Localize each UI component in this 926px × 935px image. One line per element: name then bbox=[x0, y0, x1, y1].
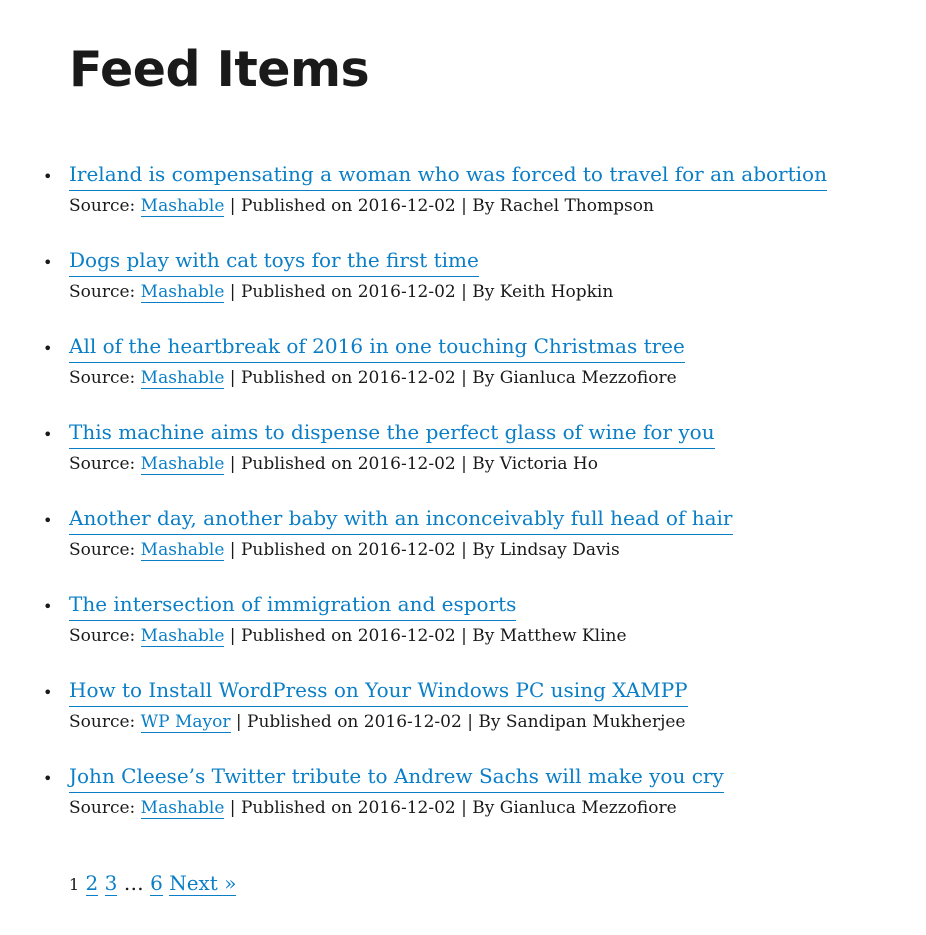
author-label: | By bbox=[455, 798, 500, 818]
author-label: | By bbox=[455, 196, 500, 216]
feed-item bbox=[0, 244, 827, 330]
feed-item-source-link[interactable]: Mashable bbox=[140, 368, 225, 388]
feed-item-meta bbox=[69, 621, 827, 651]
feed-item-source-link[interactable]: Mashable bbox=[140, 282, 225, 302]
feed-item-date: 2016-12-02 bbox=[357, 798, 456, 818]
feed-item-source-link[interactable]: Mashable bbox=[140, 540, 225, 560]
source-label: Source: bbox=[69, 368, 141, 388]
source-label: Source: bbox=[69, 712, 141, 732]
published-label: | Published on bbox=[224, 540, 358, 560]
published-label: | Published on bbox=[224, 798, 358, 818]
bullet-icon: • bbox=[43, 253, 53, 272]
published-label: | Published on bbox=[224, 368, 358, 388]
source-label: Source: bbox=[69, 540, 141, 560]
feed-item-date: 2016-12-02 bbox=[363, 712, 462, 732]
feed-item-date: 2016-12-02 bbox=[357, 454, 456, 474]
feed-item-author: Rachel Thompson bbox=[499, 196, 654, 216]
feed-item bbox=[0, 674, 827, 760]
feed-item-meta bbox=[69, 191, 827, 221]
feed-item-date: 2016-12-02 bbox=[357, 540, 456, 560]
author-label: | By bbox=[455, 540, 500, 560]
feed-item bbox=[0, 158, 827, 244]
feed-item-meta bbox=[69, 707, 827, 737]
feed-item-meta bbox=[69, 363, 827, 393]
feed-item-author: Victoria Ho bbox=[499, 454, 598, 474]
bullet-icon: • bbox=[43, 597, 53, 616]
source-label: Source: bbox=[69, 454, 141, 474]
feed-item-title-link[interactable]: This machine aims to dispense the perfect glass of wine for you bbox=[69, 416, 715, 449]
feed-item-author: Keith Hopkin bbox=[499, 282, 614, 302]
feed-item-title-link[interactable]: The intersection of immigration and esports bbox=[69, 588, 516, 621]
author-label: | By bbox=[455, 368, 500, 388]
feed-item-author: Sandipan Mukherjee bbox=[505, 712, 686, 732]
feed-item-title-link[interactable]: All of the heartbreak of 2016 in one touching Christmas tree bbox=[69, 330, 685, 363]
feed-item-author: Matthew Kline bbox=[499, 626, 627, 646]
pagination bbox=[69, 866, 236, 902]
pagination-page-last[interactable]: 6 bbox=[150, 871, 163, 895]
author-label: | By bbox=[455, 282, 500, 302]
source-label: Source: bbox=[69, 282, 141, 302]
feed-item-source-link[interactable]: WP Mayor bbox=[140, 712, 231, 732]
feed-item-meta bbox=[69, 277, 827, 307]
source-label: Source: bbox=[69, 798, 141, 818]
published-label: | Published on bbox=[224, 196, 358, 216]
feed-item-title-link[interactable]: How to Install WordPress on Your Windows PC using XAMPP bbox=[69, 674, 688, 707]
feed-item-date: 2016-12-02 bbox=[357, 282, 456, 302]
feed-item-title-link[interactable]: Another day, another baby with an inconceivably full head of hair bbox=[69, 502, 733, 535]
feed-item-title-link[interactable]: Dogs play with cat toys for the first time bbox=[69, 244, 479, 277]
bullet-icon: • bbox=[43, 511, 53, 530]
feed-item-title-link[interactable]: John Cleese’s Twitter tribute to Andrew Sachs will make you cry bbox=[69, 760, 724, 793]
feed-item-meta bbox=[69, 449, 827, 479]
source-label: Source: bbox=[69, 196, 141, 216]
source-label: Source: bbox=[69, 626, 141, 646]
author-label: | By bbox=[461, 712, 506, 732]
feed-list bbox=[0, 158, 827, 846]
feed-item bbox=[0, 760, 827, 846]
feed-item-author: Gianluca Mezzofiore bbox=[499, 368, 677, 388]
author-label: | By bbox=[455, 626, 500, 646]
feed-item-title-link[interactable]: Ireland is compensating a woman who was forced to travel for an abortion bbox=[69, 158, 827, 191]
published-label: | Published on bbox=[224, 626, 358, 646]
bullet-icon: • bbox=[43, 339, 53, 358]
feed-item-author: Lindsay Davis bbox=[499, 540, 620, 560]
feed-item-source-link[interactable]: Mashable bbox=[140, 798, 225, 818]
author-label: | By bbox=[455, 454, 500, 474]
feed-item-date: 2016-12-02 bbox=[357, 196, 456, 216]
published-label: | Published on bbox=[230, 712, 364, 732]
published-label: | Published on bbox=[224, 454, 358, 474]
bullet-icon: • bbox=[43, 683, 53, 702]
pagination-next-link[interactable]: Next » bbox=[169, 871, 237, 895]
bullet-icon: • bbox=[43, 167, 53, 186]
feed-item-source-link[interactable]: Mashable bbox=[140, 454, 225, 474]
feed-item bbox=[0, 502, 827, 588]
pagination-page-3[interactable]: 3 bbox=[104, 871, 118, 895]
pagination-ellipsis: … bbox=[123, 871, 144, 895]
feed-item-source-link[interactable]: Mashable bbox=[140, 626, 225, 646]
feed-item-date: 2016-12-02 bbox=[357, 368, 456, 388]
feed-item bbox=[0, 588, 827, 674]
feed-item-meta bbox=[69, 535, 827, 565]
pagination-page-2[interactable]: 2 bbox=[85, 871, 99, 895]
bullet-icon: • bbox=[43, 769, 53, 788]
feed-item-author: Gianluca Mezzofiore bbox=[499, 798, 677, 818]
feed-item-meta bbox=[69, 793, 827, 823]
feed-item bbox=[0, 416, 827, 502]
feed-item-date: 2016-12-02 bbox=[357, 626, 456, 646]
pagination-current-page: 1 bbox=[69, 875, 80, 894]
bullet-icon: • bbox=[43, 425, 53, 444]
feed-item-source-link[interactable]: Mashable bbox=[140, 196, 225, 216]
page-title: Feed Items bbox=[69, 41, 370, 98]
published-label: | Published on bbox=[224, 282, 358, 302]
feed-item bbox=[0, 330, 827, 416]
